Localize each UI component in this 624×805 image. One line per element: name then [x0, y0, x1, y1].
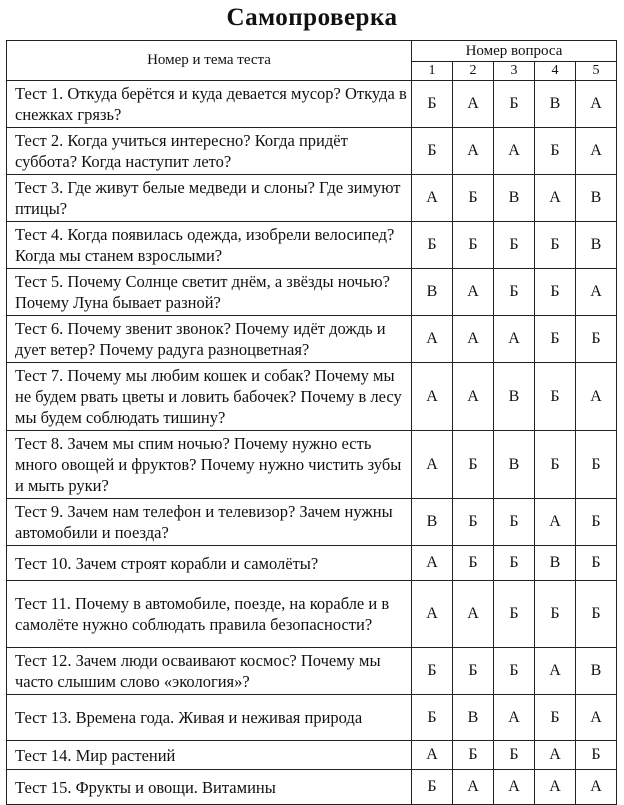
- answer-cell: Б: [412, 222, 453, 269]
- answer-cell: Б: [412, 770, 453, 805]
- answer-cell: А: [412, 581, 453, 648]
- answer-cell: Б: [453, 431, 494, 499]
- answer-cell: Б: [535, 222, 576, 269]
- answer-cell: А: [453, 581, 494, 648]
- answer-cell: Б: [535, 128, 576, 175]
- answer-cell: А: [412, 175, 453, 222]
- table-row: [7, 546, 617, 581]
- answer-cell: Б: [412, 648, 453, 695]
- answer-cell: А: [412, 363, 453, 431]
- question-number-header: 4: [535, 62, 576, 81]
- question-number-header: 2: [453, 62, 494, 81]
- answer-cell: Б: [453, 648, 494, 695]
- answer-cell: А: [535, 741, 576, 770]
- table-row: [7, 770, 617, 805]
- answer-cell: А: [412, 741, 453, 770]
- answer-cell: А: [453, 81, 494, 128]
- answer-cell: А: [453, 316, 494, 363]
- test-topic: Тест 1. Откуда берётся и куда девается мусор? Откуда в снежках грязь?: [7, 81, 412, 128]
- test-topic: Тест 2. Когда учиться интересно? Когда придёт суббота? Когда наступит лето?: [7, 128, 412, 175]
- answer-cell: Б: [494, 741, 535, 770]
- answer-cell: А: [494, 128, 535, 175]
- table-row: [7, 175, 617, 222]
- question-number-header: 3: [494, 62, 535, 81]
- table-row: [7, 648, 617, 695]
- answer-cell: А: [494, 770, 535, 805]
- answer-cell: Б: [535, 316, 576, 363]
- answer-cell: В: [453, 695, 494, 741]
- test-topic: Тест 6. Почему звенит звонок? Почему идёт дождь и дует ветер? Почему радуга разноцветная?: [7, 316, 412, 363]
- answer-cell: Б: [453, 222, 494, 269]
- test-topic: Тест 7. Почему мы любим кошек и собак? Почему мы не будем рвать цветы и ловить бабочек? Почему в лесу мы будем соблюдать тишину?: [7, 363, 412, 431]
- answer-cell: В: [535, 81, 576, 128]
- test-topic: Тест 9. Зачем нам телефон и телевизор? Зачем нужны автомобили и поезда?: [7, 499, 412, 546]
- question-number-header: 5: [576, 62, 617, 81]
- table-row: [7, 269, 617, 316]
- answer-cell: Б: [576, 499, 617, 546]
- table-row: [7, 431, 617, 499]
- test-topic: Тест 11. Почему в автомобиле, поезде, на корабле и в самолёте нужно соблюдать правила безопасности?: [7, 581, 412, 648]
- table-row: [7, 316, 617, 363]
- answers-table: [6, 40, 617, 805]
- answer-cell: В: [494, 175, 535, 222]
- answer-cell: Б: [576, 741, 617, 770]
- answer-cell: А: [453, 770, 494, 805]
- page-title: Самопроверка: [226, 4, 398, 31]
- answer-cell: А: [535, 648, 576, 695]
- test-topic: Тест 12. Зачем люди осваивают космос? Почему мы часто слышим слово «экология»?: [7, 648, 412, 695]
- answer-cell: А: [535, 499, 576, 546]
- answer-cell: Б: [535, 695, 576, 741]
- answer-cell: А: [535, 175, 576, 222]
- answer-cell: А: [494, 316, 535, 363]
- test-topic: Тест 13. Времена года. Живая и неживая природа: [7, 695, 412, 741]
- test-topic: Тест 14. Мир растений: [7, 741, 412, 770]
- answer-cell: А: [412, 316, 453, 363]
- answer-cell: А: [453, 269, 494, 316]
- answer-cell: Б: [412, 81, 453, 128]
- answer-cell: А: [412, 546, 453, 581]
- answer-cell: Б: [535, 269, 576, 316]
- answers-table-body: [7, 81, 617, 805]
- answer-cell: Б: [453, 741, 494, 770]
- test-topic: Тест 3. Где живут белые медведи и слоны? Где зимуют птицы?: [7, 175, 412, 222]
- answer-cell: А: [453, 128, 494, 175]
- answer-cell: А: [494, 695, 535, 741]
- answer-cell: Б: [494, 581, 535, 648]
- answer-cell: Б: [453, 499, 494, 546]
- table-row: [7, 128, 617, 175]
- answer-cell: Б: [453, 546, 494, 581]
- answer-cell: А: [576, 770, 617, 805]
- test-topic: Тест 4. Когда появилась одежда, изобрели велосипед? Когда мы станем взрослыми?: [7, 222, 412, 269]
- answer-cell: А: [576, 695, 617, 741]
- table-row: [7, 581, 617, 648]
- answer-cell: Б: [453, 175, 494, 222]
- answer-cell: Б: [494, 222, 535, 269]
- answer-cell: Б: [494, 648, 535, 695]
- answer-cell: Б: [576, 316, 617, 363]
- question-column-header: Номер вопроса: [412, 41, 617, 62]
- answer-cell: А: [535, 770, 576, 805]
- answer-cell: Б: [494, 546, 535, 581]
- answer-cell: А: [412, 431, 453, 499]
- answer-cell: А: [576, 269, 617, 316]
- answer-cell: Б: [494, 269, 535, 316]
- table-row: [7, 499, 617, 546]
- table-row: [7, 741, 617, 770]
- answer-cell: В: [494, 363, 535, 431]
- test-topic: Тест 5. Почему Солнце светит днём, а звёзды ночью? Почему Луна бывает разной?: [7, 269, 412, 316]
- answer-cell: Б: [576, 581, 617, 648]
- test-topic: Тест 10. Зачем строят корабли и самолёты?: [7, 546, 412, 581]
- answer-cell: В: [535, 546, 576, 581]
- answer-cell: В: [576, 648, 617, 695]
- answer-cell: Б: [412, 695, 453, 741]
- answer-cell: В: [412, 499, 453, 546]
- answer-cell: Б: [494, 499, 535, 546]
- answer-cell: А: [576, 81, 617, 128]
- answer-cell: А: [576, 363, 617, 431]
- answer-cell: Б: [412, 128, 453, 175]
- answer-cell: Б: [535, 363, 576, 431]
- answer-cell: В: [576, 175, 617, 222]
- topic-column-header: Номер и тема теста: [7, 41, 412, 81]
- table-row: [7, 81, 617, 128]
- table-row: [7, 363, 617, 431]
- answer-cell: Б: [535, 581, 576, 648]
- answer-cell: Б: [535, 431, 576, 499]
- test-topic: Тест 8. Зачем мы спим ночью? Почему нужно есть много овощей и фруктов? Почему нужно чистить зубы и мыть руки?: [7, 431, 412, 499]
- answer-cell: В: [576, 222, 617, 269]
- answer-cell: А: [453, 363, 494, 431]
- answer-cell: Б: [576, 546, 617, 581]
- answer-cell: Б: [576, 431, 617, 499]
- table-row: [7, 695, 617, 741]
- answer-cell: А: [576, 128, 617, 175]
- answer-cell: В: [412, 269, 453, 316]
- answer-cell: В: [494, 431, 535, 499]
- test-topic: Тест 15. Фрукты и овощи. Витамины: [7, 770, 412, 805]
- answer-cell: Б: [494, 81, 535, 128]
- table-row: [7, 222, 617, 269]
- question-number-header: 1: [412, 62, 453, 81]
